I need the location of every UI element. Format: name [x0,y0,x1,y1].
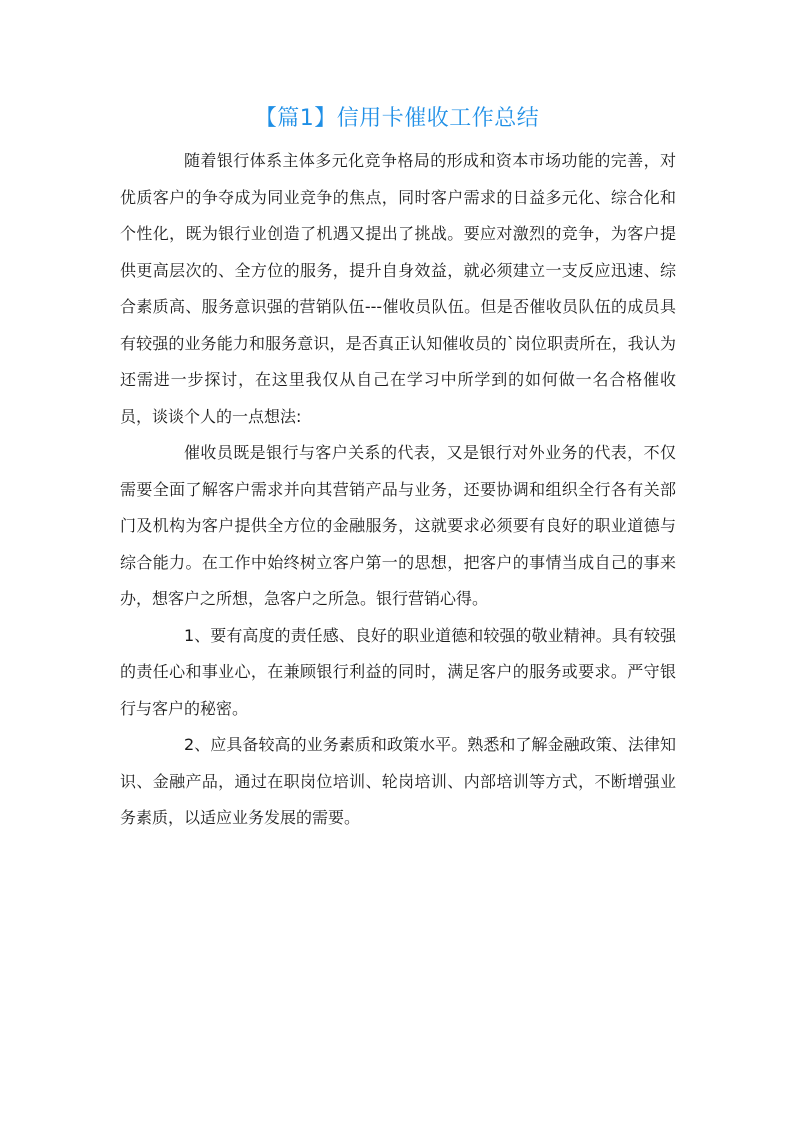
paragraph-point-2: 2、应具备较高的业务素质和政策水平。熟悉和了解金融政策、法律知识、金融产品，通过在职岗位培训、轮岗培训、内部培训等方式，不断增强业务素质，以适应业务发展的需要。 [120,735,676,827]
paragraph-intro: 随着银行体系主体多元化竞争格局的形成和资本市场功能的完善，对优质客户的争夺成为同业竞争的焦点，同时客户需求的日益多元化、综合化和个性化，既为银行业创造了机遇又提出了挑战。要应对激烈的竞争，为客户提供更高层次的、全方位的服务，提升自身效益，就必须建立一支反应迅速、综合素质高、服务意识强的营销队伍---催收员队伍。但是否催收员队伍的成员具有较强的业务能力和服务意识，是否真正认知催收员的`岗位职责所在，我认为还需进一步探讨，在这里我仅从自己在学习中所学到的如何做一名合格催收员，谈谈个人的一点想法: [120,151,676,426]
document-title: 【篇1】信用卡催收工作总结 [254,106,540,131]
document-body [120,143,676,837]
paragraph-point-1: 1、要有高度的责任感、良好的职业道德和较强的敬业精神。具有较强的责任心和事业心，在兼顾银行利益的同时，满足客户的服务或要求。严守银行与客户的秘密。 [120,625,676,718]
paragraph-role: 催收员既是银行与客户关系的代表，又是银行对外业务的代表，不仅需要全面了解客户需求并向其营销产品与业务，还要协调和组织全行各有关部门及机构为客户提供全方位的金融服务，这就要求必须要有良好的职业道德与综合能力。在工作中始终树立客户第一的思想，把客户的事情当成自己的事来办，想客户之所想，急客户之所急。银行营销心得。 [120,443,676,608]
